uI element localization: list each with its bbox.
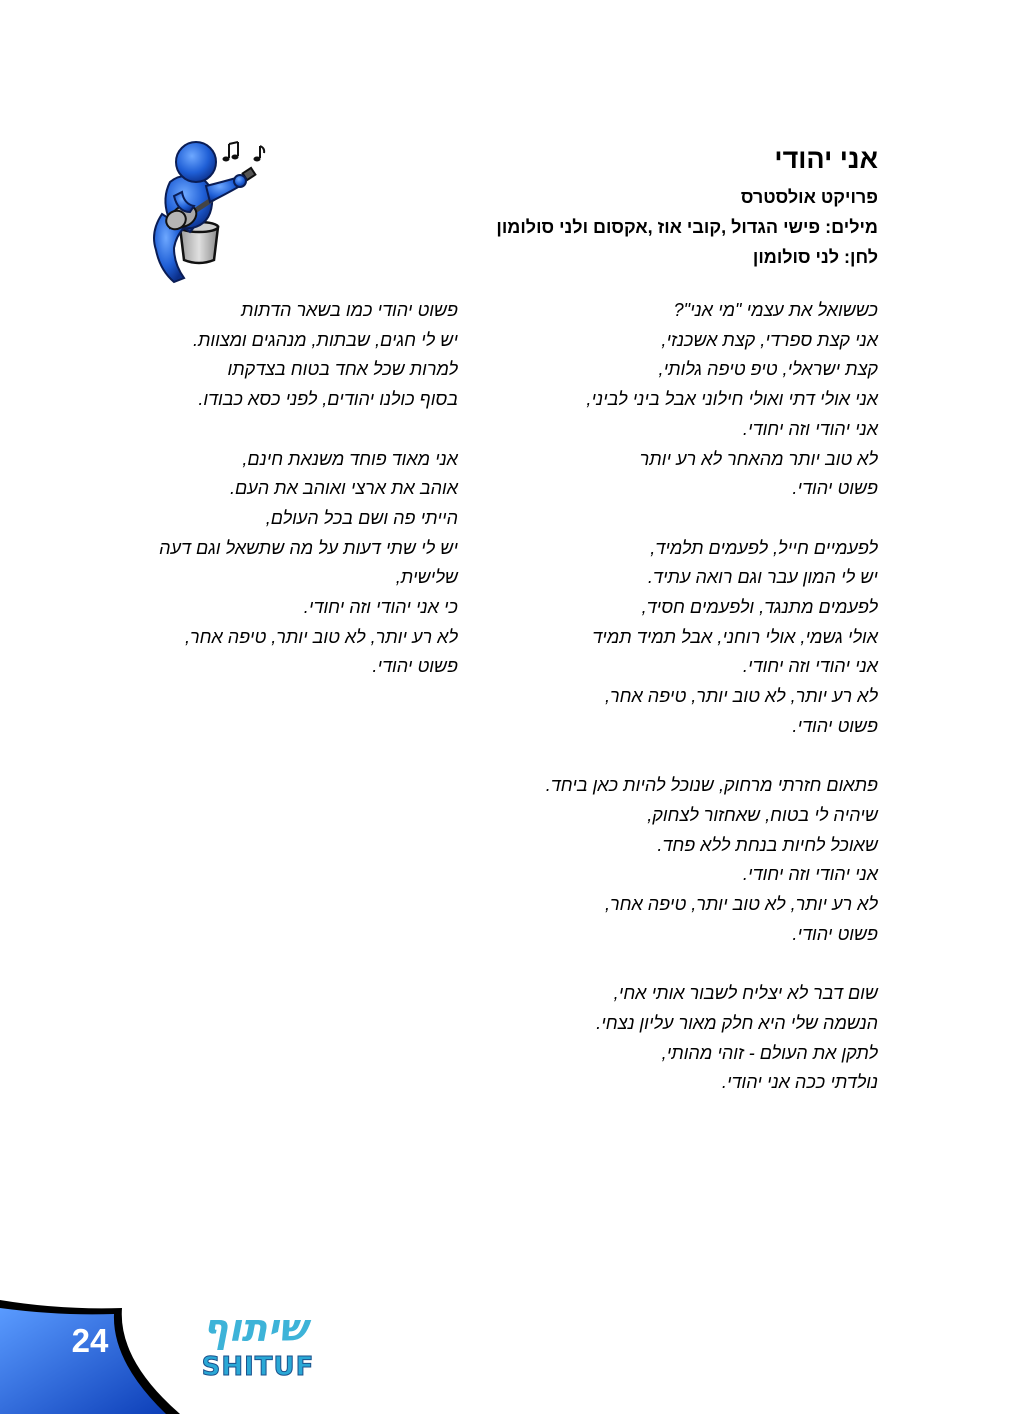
lyric-line: פשוט יהודי. bbox=[792, 478, 878, 499]
lyric-line: פשוט יהודי. bbox=[792, 923, 878, 944]
stanza bbox=[498, 534, 878, 742]
lyric-line: למרות שכל אחד בטוח בצדקתו bbox=[227, 359, 458, 380]
lyric-line: פשוט יהודי. bbox=[792, 715, 878, 736]
lyric-line: פשוט יהודי כמו בשאר הדתות bbox=[241, 300, 458, 320]
music-credit: לחן: לני סולומון bbox=[752, 247, 878, 267]
lyric-line: יש לי שתי דעות על מה שתשאל וגם דעה שלישית, bbox=[159, 537, 458, 588]
logo-hebrew-text: שיתוף bbox=[202, 1306, 308, 1350]
lyric-line: אני יהודי וזה יחודי. bbox=[742, 418, 878, 439]
lyric-line: אוהב את ארצי ואוהב את העם. bbox=[230, 478, 458, 499]
lyric-line: אני אולי דתי ואולי חילוני אבל ביני לביני, bbox=[586, 389, 878, 410]
lyric-line: שום דבר לא יצליח לשבור אותי אחי, bbox=[613, 983, 878, 1004]
lyric-line: לפעמיים חייל, לפעמים תלמיד, bbox=[650, 537, 878, 558]
lyric-line: אולי גשמי, אולי רוחני, אבל תמיד תמיד bbox=[592, 626, 878, 647]
song-title: אני יהודי bbox=[774, 144, 878, 174]
lyric-line: אני קצת ספרדי, קצת אשכנזי, bbox=[661, 329, 878, 350]
lyric-line: כי אני יהודי וזה יחודי. bbox=[303, 597, 458, 618]
stanza bbox=[123, 445, 458, 683]
lyrics-left-column bbox=[123, 296, 458, 682]
page-number: 24 bbox=[71, 1322, 109, 1359]
lyric-line: אני מאוד פוחד משנאת חינם, bbox=[242, 448, 458, 469]
lyric-line: פשוט יהודי. bbox=[372, 656, 458, 677]
stanza bbox=[498, 771, 878, 949]
lyric-line: שאוכל לחיות בנחת ללא פחד. bbox=[657, 834, 878, 855]
lyric-line: הנשמה שלי היא חלק מאור עליון נצחי. bbox=[596, 1012, 878, 1033]
song-header bbox=[358, 142, 878, 272]
lyric-line: אני יהודי וזה יחודי. bbox=[742, 864, 878, 885]
lyric-line: בסוף כולנו יהודים, לפני כסא כבודו. bbox=[198, 389, 458, 410]
lyric-line: לא טוב יותר מהאחר לא רע יותר bbox=[639, 448, 878, 469]
music-note-icon bbox=[223, 142, 265, 162]
lyric-line: כששואל את עצמי "מי אני"? bbox=[673, 300, 878, 320]
lyric-line: קצת ישראלי, טיפ טיפה גלותי, bbox=[658, 359, 878, 380]
lyric-line: נולדתי ככה אני יהודי. bbox=[721, 1072, 878, 1093]
stanza bbox=[123, 296, 458, 415]
lyric-line: לתקן את העולם - זוהי מהותי, bbox=[661, 1042, 878, 1063]
lyric-line: יש לי חגים, שבתות, מנהגים ומצוות. bbox=[192, 329, 458, 350]
guitar-player-icon bbox=[140, 132, 270, 287]
logo-latin-text: SHITUF bbox=[201, 1352, 315, 1382]
lyric-line: אני יהודי וזה יחודי. bbox=[742, 656, 878, 677]
lyric-line: יש לי המון עבר וגם רואה עתיד. bbox=[647, 567, 878, 588]
project-name: פרויקט אולסטרס bbox=[740, 187, 878, 207]
lyric-line: לא רע יותר, לא טוב יותר, טיפה אחר, bbox=[605, 686, 878, 707]
lyric-line: הייתי פה ושם בכל העולם, bbox=[265, 507, 458, 528]
lyric-line: שיהיה לי בטוח, שאחזור לצחוק, bbox=[647, 804, 878, 825]
lyric-line: לפעמים מתנגד, ולפעמים חסיד, bbox=[641, 597, 878, 618]
lyrics-right-column bbox=[498, 296, 878, 1098]
lyrics-credit: מילים: פישי הגדול ,קובי אוז ,אקסום ולני סולומון bbox=[496, 217, 878, 237]
lyric-line: פתאום חזרתי מרחוק, שנוכל להיות כאן ביחד. bbox=[545, 775, 878, 796]
stanza bbox=[498, 296, 878, 504]
lyric-line: לא רע יותר, לא טוב יותר, טיפה אחר, bbox=[605, 894, 878, 915]
lyric-line: לא רע יותר, לא טוב יותר, טיפה אחר, bbox=[185, 626, 458, 647]
stanza bbox=[498, 979, 878, 1098]
